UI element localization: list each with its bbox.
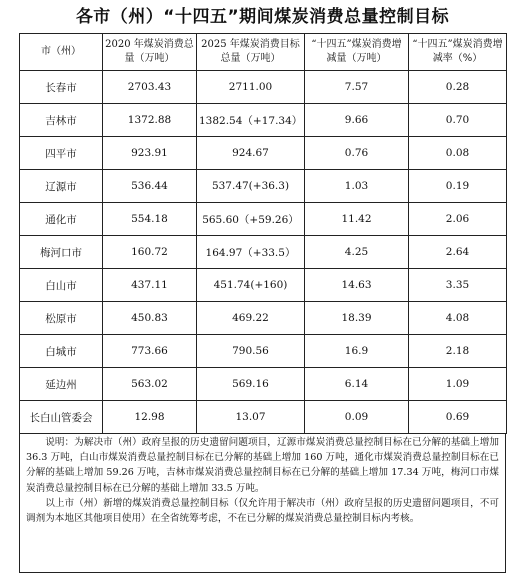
cell-change-amount: 16.9: [305, 335, 409, 368]
header-2025-target: 2025 年煤炭消费目标总量（万吨）: [197, 34, 305, 71]
table-row: [20, 236, 507, 269]
table-row: [20, 368, 507, 401]
cell-city: 梅河口市: [20, 236, 103, 269]
cell-change-rate: 0.70: [409, 104, 507, 137]
cell-2020-consumption: 160.72: [103, 236, 197, 269]
header-2020-consumption: 2020 年煤炭消费总量（万吨）: [103, 34, 197, 71]
cell-2025-target: 164.97（+33.5）: [197, 236, 305, 269]
cell-change-amount: 9.66: [305, 104, 409, 137]
header-change-amount: “十四五”煤炭消费增减量（万吨）: [305, 34, 409, 71]
cell-2020-consumption: 536.44: [103, 170, 197, 203]
cell-city: 吉林市: [20, 104, 103, 137]
cell-change-rate: 2.06: [409, 203, 507, 236]
page-title: 各市（州）“十四五”期间煤炭消费总量控制目标: [75, 7, 450, 27]
cell-2020-consumption: 437.11: [103, 269, 197, 302]
cell-change-amount: 11.42: [305, 203, 409, 236]
explanation-note: [19, 433, 506, 573]
table-row: [20, 71, 507, 104]
cell-2020-consumption: 2703.43: [103, 71, 197, 104]
table-row: [20, 335, 507, 368]
cell-city: 白山市: [20, 269, 103, 302]
cell-city: 通化市: [20, 203, 103, 236]
cell-change-amount: 14.63: [305, 269, 409, 302]
cell-change-rate: 2.18: [409, 335, 507, 368]
table-header-row: [20, 34, 507, 71]
header-change-rate: “十四五”煤炭消费增减率（%）: [409, 34, 507, 71]
table-row: [20, 203, 507, 236]
cell-2020-consumption: 923.91: [103, 137, 197, 170]
cell-city: 四平市: [20, 137, 103, 170]
cell-2025-target: 569.16: [197, 368, 305, 401]
table-row: [20, 104, 507, 137]
table-row: [20, 170, 507, 203]
cell-city: 白城市: [20, 335, 103, 368]
cell-change-rate: 0.08: [409, 137, 507, 170]
note-paragraph: 以上市（州）新增的煤炭消费总量控制目标（仅允许用于解决市（州）政府呈报的历史遗留问题项目，不可调剂为本地区其他项目使用）在全省统筹考虑，不在已分解的煤炭消费总量控制目标内考核。: [26, 497, 499, 525]
cell-change-rate: 0.69: [409, 401, 507, 434]
cell-change-rate: 1.09: [409, 368, 507, 401]
cell-2020-consumption: 12.98: [103, 401, 197, 434]
table-body: [20, 71, 507, 434]
cell-city: 延边州: [20, 368, 103, 401]
cell-city: 松原市: [20, 302, 103, 335]
table-row: [20, 401, 507, 434]
cell-2025-target: 565.60（+59.26）: [197, 203, 305, 236]
cell-city: 辽源市: [20, 170, 103, 203]
cell-2025-target: 2711.00: [197, 71, 305, 104]
cell-change-rate: 4.08: [409, 302, 507, 335]
cell-2020-consumption: 1372.88: [103, 104, 197, 137]
coal-target-table: [19, 33, 507, 434]
cell-2025-target: 451.74(+160): [197, 269, 305, 302]
cell-change-amount: 18.39: [305, 302, 409, 335]
table-row: [20, 137, 507, 170]
cell-2025-target: 924.67: [197, 137, 305, 170]
cell-change-amount: 6.14: [305, 368, 409, 401]
table-row: [20, 302, 507, 335]
header-city: 市（州）: [20, 34, 103, 71]
cell-2020-consumption: 450.83: [103, 302, 197, 335]
note-paragraph: 说明：为解决市（州）政府呈报的历史遗留问题项目，辽源市煤炭消费总量控制目标在已分解的基础上增加 36.3 万吨，白山市煤炭消费总量控制目标在已分解的基础上增加 160 万吨，通化市煤炭消费总量控制目标在已分解的基础上增加 59.26 万吨，吉林市煤炭消费总量控制目标在已分解的基础上增加 17.34 万吨，梅河口市煤炭消费总量控制目标在已分解的基础上增加 33.5 万吨。: [26, 437, 499, 494]
cell-2025-target: 790.56: [197, 335, 305, 368]
cell-change-amount: 0.76: [305, 137, 409, 170]
cell-change-rate: 0.28: [409, 71, 507, 104]
cell-change-rate: 0.19: [409, 170, 507, 203]
cell-2025-target: 1382.54（+17.34）: [197, 104, 305, 137]
cell-change-amount: 7.57: [305, 71, 409, 104]
cell-2020-consumption: 563.02: [103, 368, 197, 401]
cell-change-amount: 0.09: [305, 401, 409, 434]
cell-2025-target: 13.07: [197, 401, 305, 434]
cell-change-rate: 3.35: [409, 269, 507, 302]
table-row: [20, 269, 507, 302]
cell-city: 长春市: [20, 71, 103, 104]
cell-2020-consumption: 773.66: [103, 335, 197, 368]
cell-2025-target: 537.47(+36.3): [197, 170, 305, 203]
cell-change-rate: 2.64: [409, 236, 507, 269]
cell-change-amount: 1.03: [305, 170, 409, 203]
cell-city: 长白山管委会: [20, 401, 103, 434]
cell-2025-target: 469.22: [197, 302, 305, 335]
cell-change-amount: 4.25: [305, 236, 409, 269]
cell-2020-consumption: 554.18: [103, 203, 197, 236]
